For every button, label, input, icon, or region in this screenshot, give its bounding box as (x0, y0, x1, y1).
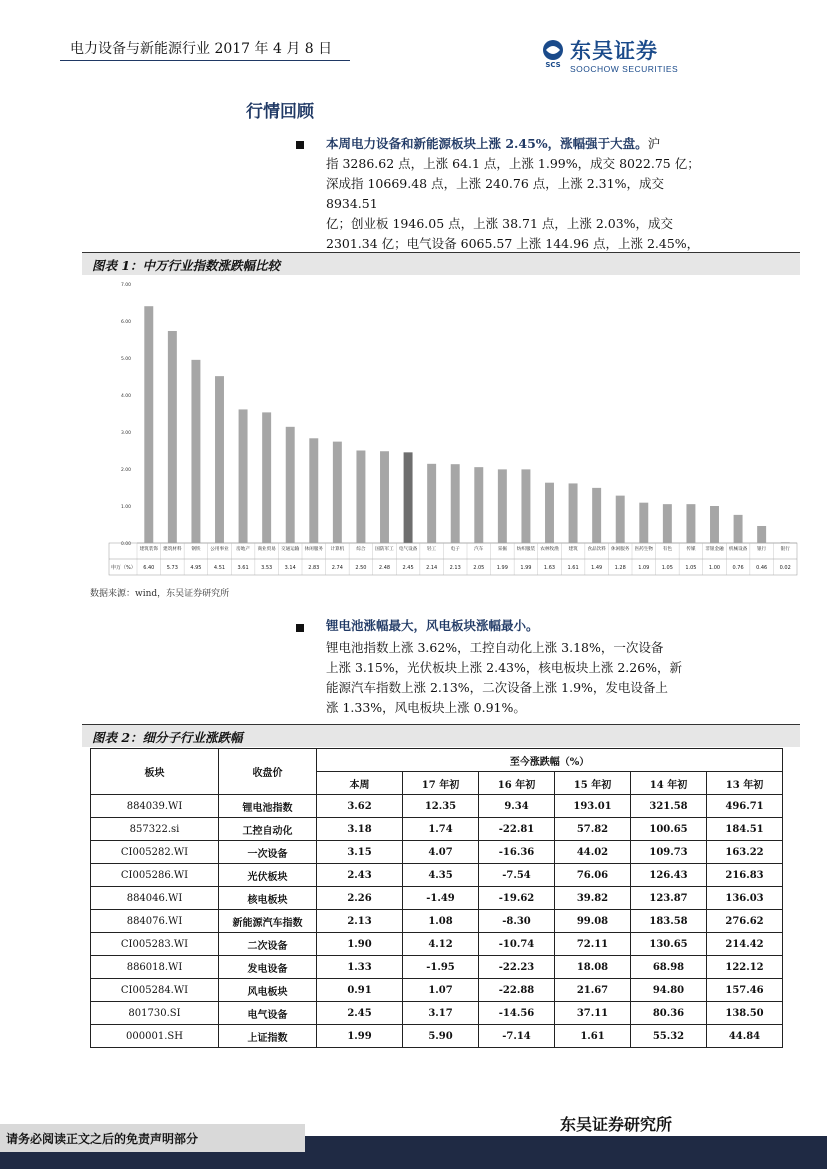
cell-value: 9.34 (479, 795, 555, 818)
value-label: 3.53 (261, 565, 273, 571)
cell-value: -22.81 (479, 818, 555, 841)
col-header-period: 14 年初 (631, 772, 707, 795)
cell-value: 130.65 (631, 933, 707, 956)
value-label: 1.05 (661, 565, 673, 571)
cell-value: -14.56 (479, 1002, 555, 1025)
logo-text-cn: 东吴证券 (570, 39, 658, 63)
cell-value: 136.03 (707, 887, 783, 910)
value-label: 2.14 (426, 565, 438, 571)
bar (333, 442, 342, 543)
cell-value: 18.08 (555, 956, 631, 979)
value-label: 0.02 (779, 565, 791, 571)
cell-value: 72.11 (555, 933, 631, 956)
value-label: 1.28 (614, 565, 626, 571)
cell-index-name: 电气设备 (219, 1002, 317, 1025)
bar-chart (82, 276, 800, 576)
col-header-period: 13 年初 (707, 772, 783, 795)
cell-code: 884046.WI (91, 887, 219, 910)
para1-line: 深成指 10669.48 点，上涨 240.76 点，上涨 2.31%，成交 8934.51 (326, 176, 664, 211)
category-label: 采掘 (497, 547, 507, 552)
table-row (91, 979, 783, 1002)
category-label: 纺织服装 (516, 547, 536, 552)
category-label: 有色 (662, 547, 672, 552)
cell-value: 3.15 (317, 841, 403, 864)
col-header-period: 15 年初 (555, 772, 631, 795)
value-label: 2.50 (355, 565, 367, 571)
category-label: 食品饮料 (587, 547, 606, 552)
bullet-icon (296, 141, 304, 149)
cell-value: -1.49 (403, 887, 479, 910)
cell-value: 1.61 (555, 1025, 631, 1048)
y-tick-label: 5.00 (120, 357, 131, 362)
cell-value: 12.35 (403, 795, 479, 818)
cell-value: 2.43 (317, 864, 403, 887)
para1-line: 沪 (647, 136, 661, 151)
bar (686, 504, 695, 543)
bar (144, 306, 153, 543)
cell-value: 0.91 (317, 979, 403, 1002)
cell-value: 76.06 (555, 864, 631, 887)
value-label: 4.51 (213, 565, 226, 571)
y-tick-label: 7.00 (120, 283, 131, 288)
value-label: 2.13 (449, 565, 461, 571)
table-row (91, 1025, 783, 1048)
y-tick-label: 4.00 (120, 394, 131, 399)
figure2-title: 图表 2：细分子行业涨跌幅 (92, 730, 243, 745)
value-label: 1.63 (543, 565, 556, 571)
cell-index-name: 发电设备 (219, 956, 317, 979)
value-label: 0.46 (756, 565, 768, 571)
cell-value: 321.58 (631, 795, 707, 818)
bar (569, 483, 578, 543)
bar (191, 360, 200, 543)
cell-value: 68.98 (631, 956, 707, 979)
cell-value: 21.67 (555, 979, 631, 1002)
category-label: 建筑材料 (163, 547, 182, 552)
cell-index-name: 核电板块 (219, 887, 317, 910)
cell-index-name: 二次设备 (219, 933, 317, 956)
cell-code: 801730.SI (91, 1002, 219, 1025)
category-label: 医药生物 (634, 547, 653, 552)
cell-value: -16.36 (479, 841, 555, 864)
bar (545, 483, 554, 543)
cell-value: -22.23 (479, 956, 555, 979)
category-label: 建筑装饰 (139, 547, 158, 552)
y-tick-label: 1.00 (120, 505, 131, 510)
cell-value: 122.12 (707, 956, 783, 979)
bar (521, 469, 530, 543)
y-tick-label: 2.00 (120, 468, 131, 473)
cell-value: 214.42 (707, 933, 783, 956)
y-tick-label: 6.00 (120, 320, 131, 325)
logo-mark-text: SCS (545, 61, 561, 68)
cell-value: -22.88 (479, 979, 555, 1002)
cell-value: -1.95 (403, 956, 479, 979)
category-label: 休闲服务 (611, 547, 630, 552)
cell-value: 2.13 (317, 910, 403, 933)
col-header-close: 收盘价 (219, 749, 317, 795)
cell-value: 1.90 (317, 933, 403, 956)
paragraph-sub-industry (326, 616, 706, 718)
cell-value: 138.50 (707, 1002, 783, 1025)
para2-bold: 锂电池涨幅最大，风电板块涨幅最小。 (326, 618, 539, 633)
bar (663, 504, 672, 543)
cell-index-name: 新能源汽车指数 (219, 910, 317, 933)
value-label: 1.99 (520, 565, 532, 571)
cell-value: 80.36 (631, 1002, 707, 1025)
cell-value: 44.02 (555, 841, 631, 864)
cell-value: 216.83 (707, 864, 783, 887)
cell-value: -19.62 (479, 887, 555, 910)
bar (427, 464, 436, 543)
category-label: 农林牧渔 (540, 547, 559, 552)
logo-text-en: SOOCHOW SECURITIES (570, 64, 679, 74)
figure1-source: 数据来源：wind，东吴证券研究所 (90, 589, 230, 599)
cell-value: 55.32 (631, 1025, 707, 1048)
value-label: 1.49 (591, 565, 603, 571)
para2-line: 锂电池指数上涨 3.62%，工控自动化上涨 3.18%，一次设备 (326, 640, 664, 655)
value-label: 3.61 (237, 565, 249, 571)
bar (710, 506, 719, 543)
series-label: 申万（%） (111, 565, 136, 571)
category-label: 钢铁 (191, 547, 201, 552)
value-label: 2.74 (331, 565, 343, 571)
value-label: 2.83 (308, 565, 320, 571)
category-label: 机械设备 (728, 547, 748, 552)
category-label: 电气设备 (398, 547, 418, 552)
table-row (91, 1002, 783, 1025)
cell-code: CI005284.WI (91, 979, 219, 1002)
cell-code: 884039.WI (91, 795, 219, 818)
bar (239, 409, 248, 543)
cell-value: 496.71 (707, 795, 783, 818)
bar (286, 427, 295, 543)
value-label: 1.05 (685, 565, 697, 571)
table-row (91, 818, 783, 841)
cell-value: 1.74 (403, 818, 479, 841)
cell-value: 193.01 (555, 795, 631, 818)
value-label: 0.76 (732, 565, 744, 571)
table-row (91, 933, 783, 956)
y-tick-label: 0.00 (120, 542, 131, 547)
cell-code: CI005286.WI (91, 864, 219, 887)
figure2-title-bar (82, 724, 800, 747)
table-row (91, 910, 783, 933)
cell-value: 123.87 (631, 887, 707, 910)
cell-value: 126.43 (631, 864, 707, 887)
sub-industry-table (90, 748, 783, 1048)
value-label: 1.99 (496, 565, 508, 571)
bar (380, 451, 389, 543)
col-header-board: 板块 (91, 749, 219, 795)
cell-value: -7.14 (479, 1025, 555, 1048)
cell-value: -8.30 (479, 910, 555, 933)
section-title: 行情回顾 (246, 102, 314, 122)
bar (309, 438, 318, 543)
cell-value: 157.46 (707, 979, 783, 1002)
category-label: 综合 (356, 547, 366, 552)
category-label: 银行 (757, 547, 767, 552)
header-rule (60, 60, 350, 61)
value-label: 2.05 (473, 565, 485, 571)
category-label: 银行 (780, 547, 790, 552)
cell-index-name: 风电板块 (219, 979, 317, 1002)
para1-line: 2301.34 亿；电气设备 6065.57 上涨 144.96 点，上涨 2.45%， (326, 236, 700, 251)
cell-value: 183.58 (631, 910, 707, 933)
bar (474, 467, 483, 543)
bar (498, 469, 507, 543)
bar (451, 464, 460, 543)
value-label: 2.48 (378, 565, 391, 571)
cell-value: 4.35 (403, 864, 479, 887)
value-label: 3.14 (284, 565, 296, 571)
category-label: 电子 (450, 547, 460, 552)
cell-index-name: 一次设备 (219, 841, 317, 864)
cell-value: 1.07 (403, 979, 479, 1002)
cell-value: 1.99 (317, 1025, 403, 1048)
category-label: 建筑 (568, 547, 578, 552)
cell-code: 000001.SH (91, 1025, 219, 1048)
cell-value: 2.26 (317, 887, 403, 910)
bar (404, 452, 413, 543)
para2-line: 上涨 3.15%，光伏板块上涨 2.43%，核电板块上涨 2.26%，新 (326, 660, 683, 675)
cell-code: 857322.si (91, 818, 219, 841)
category-label: 交通运输 (281, 547, 300, 552)
cell-value: 39.82 (555, 887, 631, 910)
category-label: 公用事业 (210, 547, 229, 552)
value-label: 6.40 (143, 565, 155, 571)
col-header-period: 16 年初 (479, 772, 555, 795)
cell-value: 4.12 (403, 933, 479, 956)
cell-code: 886018.WI (91, 956, 219, 979)
col-header-period: 本周 (317, 772, 403, 795)
bar (356, 451, 365, 544)
col-header-group: 至今涨跌幅（%） (317, 749, 783, 772)
cell-code: CI005282.WI (91, 841, 219, 864)
cell-value: 163.22 (707, 841, 783, 864)
cell-value: 37.11 (555, 1002, 631, 1025)
cell-value: 3.18 (317, 818, 403, 841)
bar (168, 331, 177, 543)
para1-line: 指 3286.62 点，上涨 64.1 点，上涨 1.99%，成交 8022.75 亿； (326, 156, 700, 171)
category-label: 非银金融 (705, 547, 724, 552)
cell-value: 3.17 (403, 1002, 479, 1025)
category-label: 传媒 (686, 547, 696, 552)
bullet-icon (296, 624, 304, 632)
cell-value: 4.07 (403, 841, 479, 864)
cell-code: 884076.WI (91, 910, 219, 933)
category-label: 商业贸易 (257, 547, 276, 552)
y-tick-label: 3.00 (120, 431, 131, 436)
category-label: 国防军工 (375, 547, 394, 552)
cell-value: 184.51 (707, 818, 783, 841)
bar (592, 488, 601, 543)
cell-code: CI005283.WI (91, 933, 219, 956)
cell-value: 5.90 (403, 1025, 479, 1048)
para1-line: 亿；创业板 1946.05 点，上涨 38.71 点，上涨 2.03%，成交 (326, 216, 674, 231)
category-label: 汽车 (474, 547, 484, 552)
cell-value: 1.08 (403, 910, 479, 933)
cell-index-name: 上证指数 (219, 1025, 317, 1048)
cell-value: 57.82 (555, 818, 631, 841)
para2-line: 能源汽车指数上涨 2.13%，二次设备上涨 1.9%，发电设备上 (326, 680, 668, 695)
bar (757, 526, 766, 543)
table-row (91, 864, 783, 887)
value-label: 5.73 (166, 565, 178, 571)
cell-value: 100.65 (631, 818, 707, 841)
cell-value: 3.62 (317, 795, 403, 818)
col-header-period: 17 年初 (403, 772, 479, 795)
cell-value: 2.45 (317, 1002, 403, 1025)
cell-value: 99.08 (555, 910, 631, 933)
value-label: 2.45 (402, 565, 414, 571)
cell-value: 276.62 (707, 910, 783, 933)
table-row (91, 841, 783, 864)
cell-index-name: 光伏板块 (219, 864, 317, 887)
bar (616, 496, 625, 543)
value-label: 4.95 (190, 565, 202, 571)
logo-icon (538, 38, 568, 68)
cell-value: -10.74 (479, 933, 555, 956)
cell-value: -7.54 (479, 864, 555, 887)
category-label: 计算机 (330, 547, 345, 552)
footer-disclaimer: 请务必阅读正文之后的免责声明部分 (6, 1132, 199, 1146)
value-label: 1.00 (708, 565, 721, 571)
footer-org: 东吴证券研究所 (560, 1115, 673, 1134)
figure1-title: 图表 1：中万行业指数涨跌幅比较 (92, 258, 281, 273)
table-row (91, 887, 783, 910)
cell-value: 94.80 (631, 979, 707, 1002)
value-label: 1.61 (567, 565, 579, 571)
report-header-title: 电力设备与新能源行业 2017 年 4 月 8 日 (70, 41, 333, 57)
figure1-title-bar (82, 252, 800, 275)
cell-value: 44.84 (707, 1025, 783, 1048)
cell-index-name: 锂电池指数 (219, 795, 317, 818)
cell-index-name: 工控自动化 (219, 818, 317, 841)
category-label: 休闲服务 (304, 547, 323, 552)
category-label: 房地产 (236, 547, 250, 552)
bar (734, 515, 743, 543)
para1-bold: 本周电力设备和新能源板块上涨 2.45%，涨幅强于大盘。 (326, 136, 648, 151)
bar (639, 503, 648, 543)
value-label: 1.09 (638, 565, 650, 571)
category-label: 轻工 (427, 547, 437, 552)
table-row (91, 795, 783, 818)
cell-value: 1.33 (317, 956, 403, 979)
para2-line: 涨 1.33%，风电板块上涨 0.91%。 (326, 700, 526, 715)
cell-value: 109.73 (631, 841, 707, 864)
bar (262, 412, 271, 543)
bar (215, 376, 224, 543)
table-row (91, 956, 783, 979)
